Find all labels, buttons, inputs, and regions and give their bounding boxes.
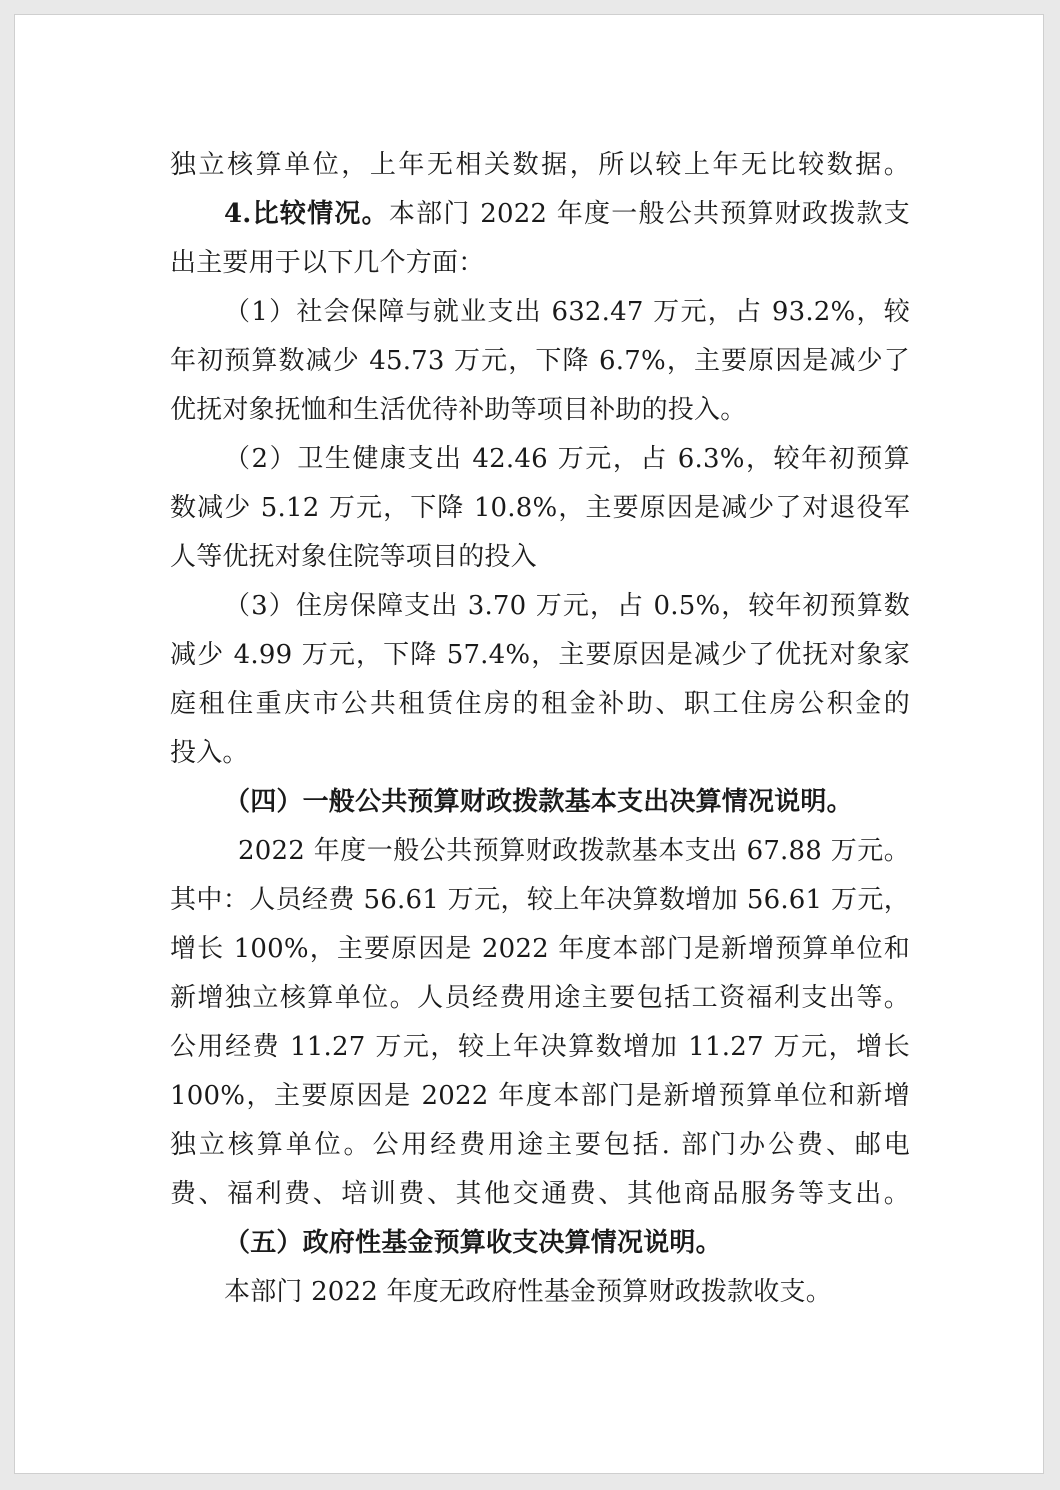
line-text: 其中：人员经费 56.61 万元，较上年决算数增加 56.61 万元， [170,885,910,915]
text-line [170,631,910,680]
line-text: 费、福利费、培训费、其他交通费、其他商品服务等支出。 [170,1179,910,1209]
text-line [170,1072,910,1121]
document-body [170,141,910,1317]
line-text: 增长 100%，主要原因是 2022 年度本部门是新增预算单位和 [170,934,910,964]
line-text: （2）卫生健康支出 42.46 万元，占 6.3%，较年初预算 [224,444,910,474]
bold-heading: （四）一般公共预算财政拨款基本支出决算情况说明。 [224,787,853,817]
line-text: 新增独立核算单位。人员经费用途主要包括工资福利支出等。 [170,983,910,1013]
text-line [170,484,910,533]
text-line [170,582,910,631]
text-line [170,1023,910,1072]
bold-heading: （五）政府性基金预算收支决算情况说明。 [224,1228,722,1258]
line-text: 优抚对象抚恤和生活优待补助等项目补助的投入。 [170,395,747,425]
line-text: 独立核算单位。公用经费用途主要包括. 部门办公费、邮电 [170,1130,910,1160]
line-text: 100%，主要原因是 2022 年度本部门是新增预算单位和新增 [170,1081,910,1111]
line-text: 本部门 2022 年度一般公共预算财政拨款支 [388,199,910,229]
text-line [170,680,910,729]
text-line [170,1268,910,1317]
text-line [170,1121,910,1170]
line-text: （3）住房保障支出 3.70 万元，占 0.5%，较年初预算数 [224,591,910,621]
text-line [170,1170,910,1219]
text-line [170,729,910,778]
text-line [170,1219,910,1268]
line-text: 出主要用于以下几个方面： [170,248,485,278]
line-text: 公用经费 11.27 万元，较上年决算数增加 11.27 万元，增长 [170,1032,910,1062]
text-line [170,533,910,582]
line-text: 人等优抚对象住院等项目的投入 [170,542,537,572]
text-line [170,386,910,435]
text-line [170,974,910,1023]
line-text: 独立核算单位，上年无相关数据，所以较上年无比较数据。 [170,150,910,180]
line-text: 减少 4.99 万元，下降 57.4%，主要原因是减少了优抚对象家 [170,640,910,670]
text-line [170,288,910,337]
text-line [170,435,910,484]
text-line [170,827,910,876]
text-line [170,239,910,288]
text-line [170,190,910,239]
text-line [170,141,910,190]
text-line [170,876,910,925]
line-text: 本部门 2022 年度无政府性基金预算财政拨款收支。 [224,1277,832,1307]
line-text: 数减少 5.12 万元，下降 10.8%，主要原因是减少了对退役军 [170,493,910,523]
text-line [170,925,910,974]
line-text: （1）社会保障与就业支出 632.47 万元，占 93.2%，较 [224,297,910,327]
line-text: 年初预算数减少 45.73 万元，下降 6.7%，主要原因是减少了 [170,346,910,376]
text-line [170,337,910,386]
text-line [170,778,910,827]
line-text: 投入。 [170,738,249,768]
bold-heading: 4.比较情况。 [224,199,389,229]
line-text: 庭租住重庆市公共租赁住房的租金补助、职工住房公积金的 [170,689,910,719]
document-page [14,14,1044,1474]
line-text: 2022 年度一般公共预算财政拨款基本支出 67.88 万元。 [238,836,910,866]
